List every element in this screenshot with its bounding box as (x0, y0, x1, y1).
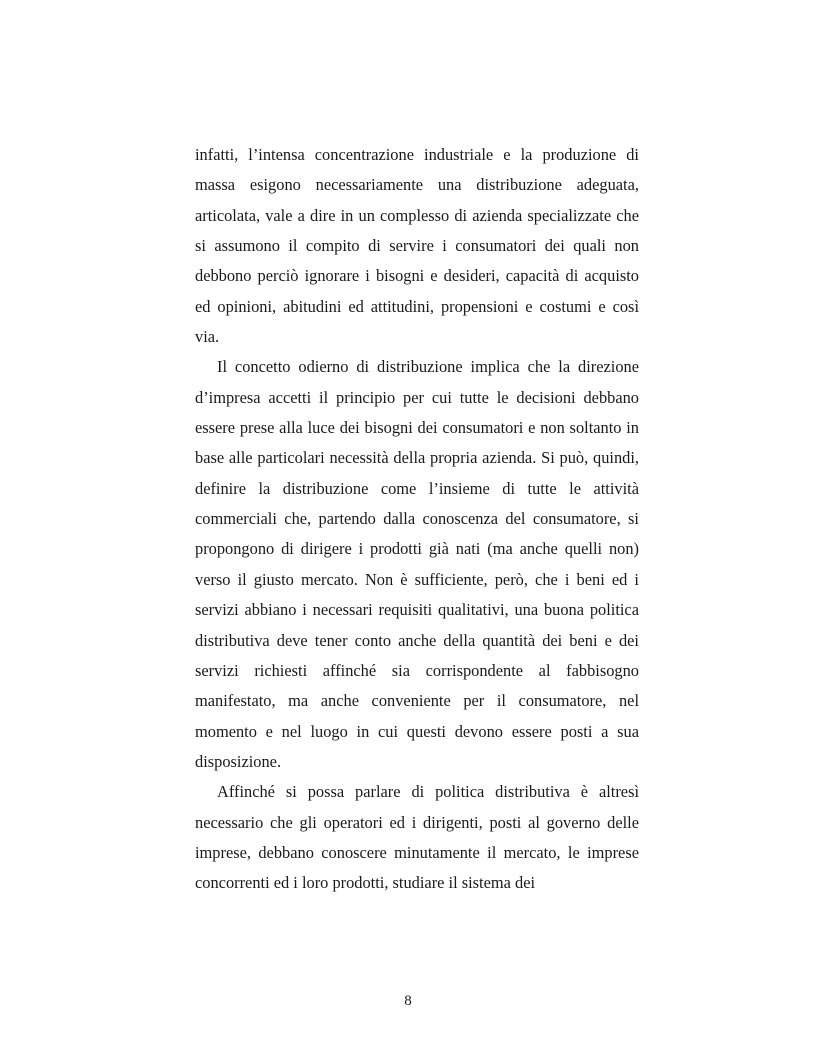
body-text (195, 140, 639, 899)
paragraph-continuation: infatti, l’intensa concentrazione industriale e la produzione di massa esigono necessariamente una distribuzione adeguata, articolata, vale a dire in un complesso di azienda specializzate che si assumono il compito di servire i consumatori dei quali non debbono perciò ignorare i bisogni e desideri, capacità di acquisto ed opinioni, abitudini ed attitudini, propensioni e costumi e così via. (195, 145, 639, 347)
paragraph-distribution-concept: Il concetto odierno di distribuzione implica che la direzione d’impresa accetti il principio per cui tutte le decisioni debbano essere prese alla luce dei bisogni dei consumatori e non soltanto in base alle particolari necessità della propria azienda. Si può, quindi, definire la distribuzione come l’insieme di tutte le attività commerciali che, partendo dalla conoscenza del consumatore, si propongono di dirigere i prodotti già nati (ma anche quelli non) verso il giusto mercato. Non è sufficiente, però, che i beni ed i servizi abbiano i necessari requisiti qualitativi, una buona politica distributiva deve tener conto anche della quantità dei beni e dei servizi richiesti affinché sia corrispondente al fabbisogno manifestato, ma anche conveniente per il consumatore, nel momento e nel luogo in cui questi devono essere posti a sua disposizione. (195, 357, 639, 771)
paragraph-distribution-policy: Affinché si possa parlare di politica distributiva è altresì necessario che gli operatori ed i dirigenti, posti al governo delle imprese, debbano conoscere minutamente il mercato, le imprese concorrenti ed i loro prodotti, studiare il sistema dei (195, 782, 639, 893)
page-number: 8 (404, 993, 412, 1009)
